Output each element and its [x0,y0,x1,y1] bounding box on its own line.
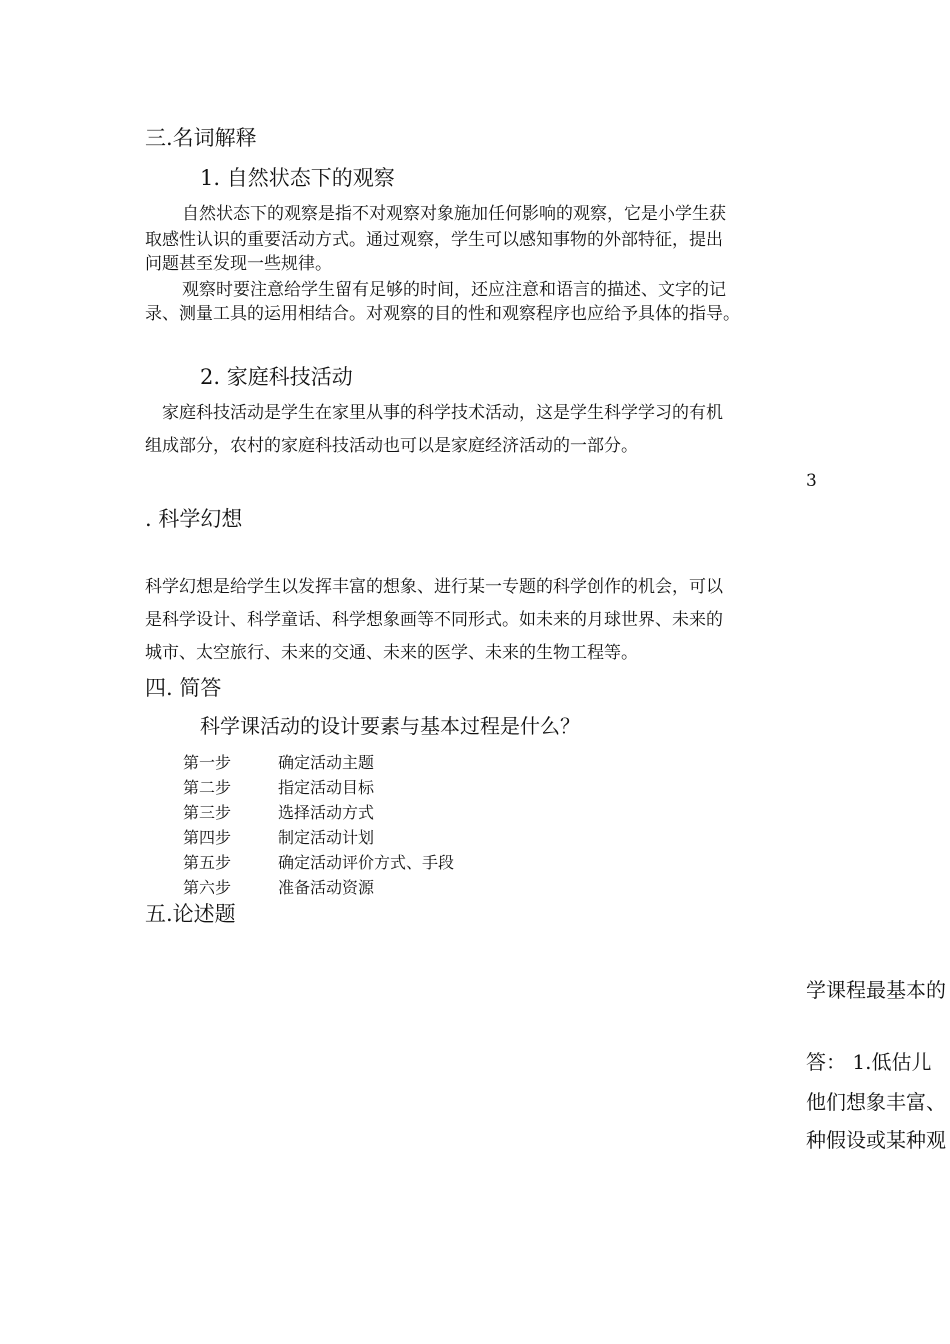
section-heading: 五.论述题 [145,902,236,926]
step-text: 制定活动计划 [278,828,375,847]
paragraph-line: 观察时要注意给学生留有足够的时间，还应注意和语言的描述、文字的记 [182,280,726,300]
clipped-text: 他们想象丰富、 [806,1090,946,1114]
section-heading: 四. 简答 [145,676,222,700]
step-text: 指定活动目标 [278,778,375,797]
paragraph-line: 是科学设计、科学童话、科学想象画等不同形式。如未来的月球世界、未来的 [145,610,723,630]
clipped-text: 种假设或某种观 [806,1128,946,1152]
section-heading: 三.名词解释 [145,126,257,150]
step-label: 第五步 [183,853,232,872]
step-text: 确定活动评价方式、手段 [278,853,455,872]
question: 科学课活动的设计要素与基本过程是什么？ [200,714,580,738]
term-title: . 科学幻想 [145,507,243,531]
paragraph-line: 录、测量工具的运用相结合。对观察的目的性和观察程序也应给予具体的指导。 [145,304,740,324]
step-label: 第六步 [183,878,232,897]
paragraph-line: 组成部分，农村的家庭科技活动也可以是家庭经济活动的一部分。 [145,436,638,456]
paragraph-line: 问题甚至发现一些规律。 [145,254,332,274]
step-text: 确定活动主题 [278,753,375,772]
term-title: 1. 自然状态下的观察 [200,166,395,190]
step-text: 准备活动资源 [278,878,375,897]
clipped-text: 学课程最基本的 [806,978,946,1002]
paragraph-line: 自然状态下的观察是指不对观察对象施加任何影响的观察，它是小学生获 [182,204,726,224]
step-label: 第一步 [183,753,232,772]
paragraph-line: 家庭科技活动是学生在家里从事的科学技术活动，这是学生科学学习的有机 [162,403,723,423]
step-text: 选择活动方式 [278,803,375,822]
step-label: 第三步 [183,803,232,822]
paragraph-line: 取感性认识的重要活动方式。通过观察，学生可以感知事物的外部特征，提出 [145,230,723,250]
step-label: 第四步 [183,828,232,847]
term-title: 2. 家庭科技活动 [200,365,353,389]
paragraph-line: 科学幻想是给学生以发挥丰富的想象、进行某一专题的科学创作的机会，可以 [145,577,723,597]
step-label: 第二步 [183,778,232,797]
paragraph-line: 城市、太空旅行、未来的交通、未来的医学、未来的生物工程等。 [145,643,638,663]
term-number: 3 [806,471,817,491]
clipped-text: 答： 1.低估儿 [806,1050,932,1074]
